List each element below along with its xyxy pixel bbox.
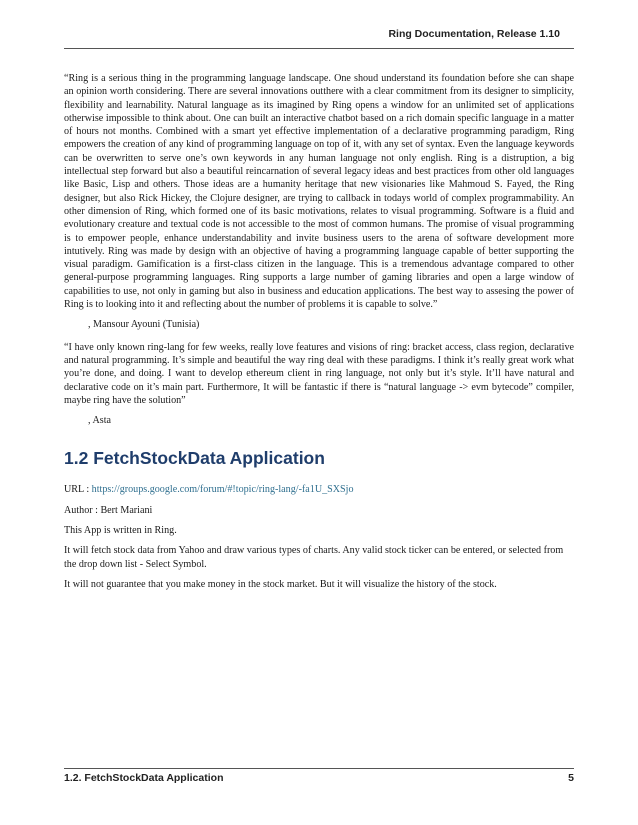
written-in-line: This App is written in Ring.: [64, 525, 177, 537]
quote-attribution-asta: , Asta: [88, 415, 111, 427]
topic-link[interactable]: https://groups.google.com/forum/#!topic/ring-lang/-fa1U_SXSjo: [91, 484, 354, 496]
page-number: 5: [568, 772, 574, 784]
section-heading: 1.2 FetchStockData Application: [64, 448, 325, 469]
url-line: [64, 483, 574, 496]
author-line: Author : Bert Mariani: [64, 504, 153, 516]
page-content: [64, 72, 574, 598]
description-paragraph-2: It will not guarantee that you make money in the stock market. But it will visualize the history of the stock.: [64, 578, 497, 590]
quote-mansour: “Ring is a serious thing in the programming language landscape. One shoud understand its foundation before she can shape an opinion worth considering. There are several innovations outthere with a clear commitment from its designer to simplicity, flexibility and learnability. Natural language as its imagined by Ring opens a window for an unlimited set of applications otherwise impossible to think about. One can built an interactive chatbot based on a rich domain specific language in a matter of hours not months. Combined with a smart yet effective implementation of a declarative programming paradigm, Ring empowers the creation of any kind of programming language on top of it, with any set of syntax. Even the language keywords can be overwritten to serve one’s own keywords in any human language not only english. Ring is a distruption, a big intellectual step forward but also a beautiful reincarnation of several legacy ideas and best practices from other old languages like Basic, Lisp and others. Those ideas are a humanity heritage that new visionaries like Mahmoud S. Fayed, the Ring designer, but also Rick Hickey, the Clojure designer, are trying to callback in todays world of complex programmability. An other dimension of Ring, which formed one of its basic motivations, relates to visual programming. Software is a fluid and evolutionary creature and textual code is not accessible to the most of common humans. The promise of visual programming is to empower people, enhance understandability and invite business users to the arena of software development more intutively. Ring was made by design with an objective of having a programming language capable of better supporting the visual paradigm. Gamification is a first-class citizen in the language. This is a tremendous advantage compared to other general-purpose programming languages. Ring supports a large number of gaming libraries and open a large window of capabilities to use, not only in gaming but also in business and education applications. The best way to assesing the power of Ring is to looking into it and reflecting about the number of problems it is capable to solve.”: [64, 73, 574, 311]
footer-rule: [64, 768, 574, 769]
quote-asta: “I have only known ring-lang for few weeks, really love features and visions of ring: bracket access, class region, declarative and natural programming. It’s simple and beautiful the way ring deal with these paradigms. I think it’s really great work what you’re done, and doing. I want to develop ethereum client in ring language, not only but it’s style. It’ll have natural and declarative code on it’s main part. Furthermore, It will be fantastic if there is “natural language -> evm bytecode” compiler, maybe ring have the solution”: [64, 341, 574, 406]
running-header-title: Ring Documentation, Release 1.10: [388, 28, 560, 40]
url-label: URL :: [64, 484, 92, 496]
quote-attribution-mansour: , Mansour Ayouni (Tunisia): [88, 319, 200, 331]
footer-section-label: 1.2. FetchStockData Application: [64, 772, 224, 784]
description-paragraph-1: It will fetch stock data from Yahoo and draw various types of charts. Any valid stock ticker can be entered, or selected from the drop down list - Select Symbol.: [64, 545, 564, 570]
header-rule: [64, 48, 574, 49]
